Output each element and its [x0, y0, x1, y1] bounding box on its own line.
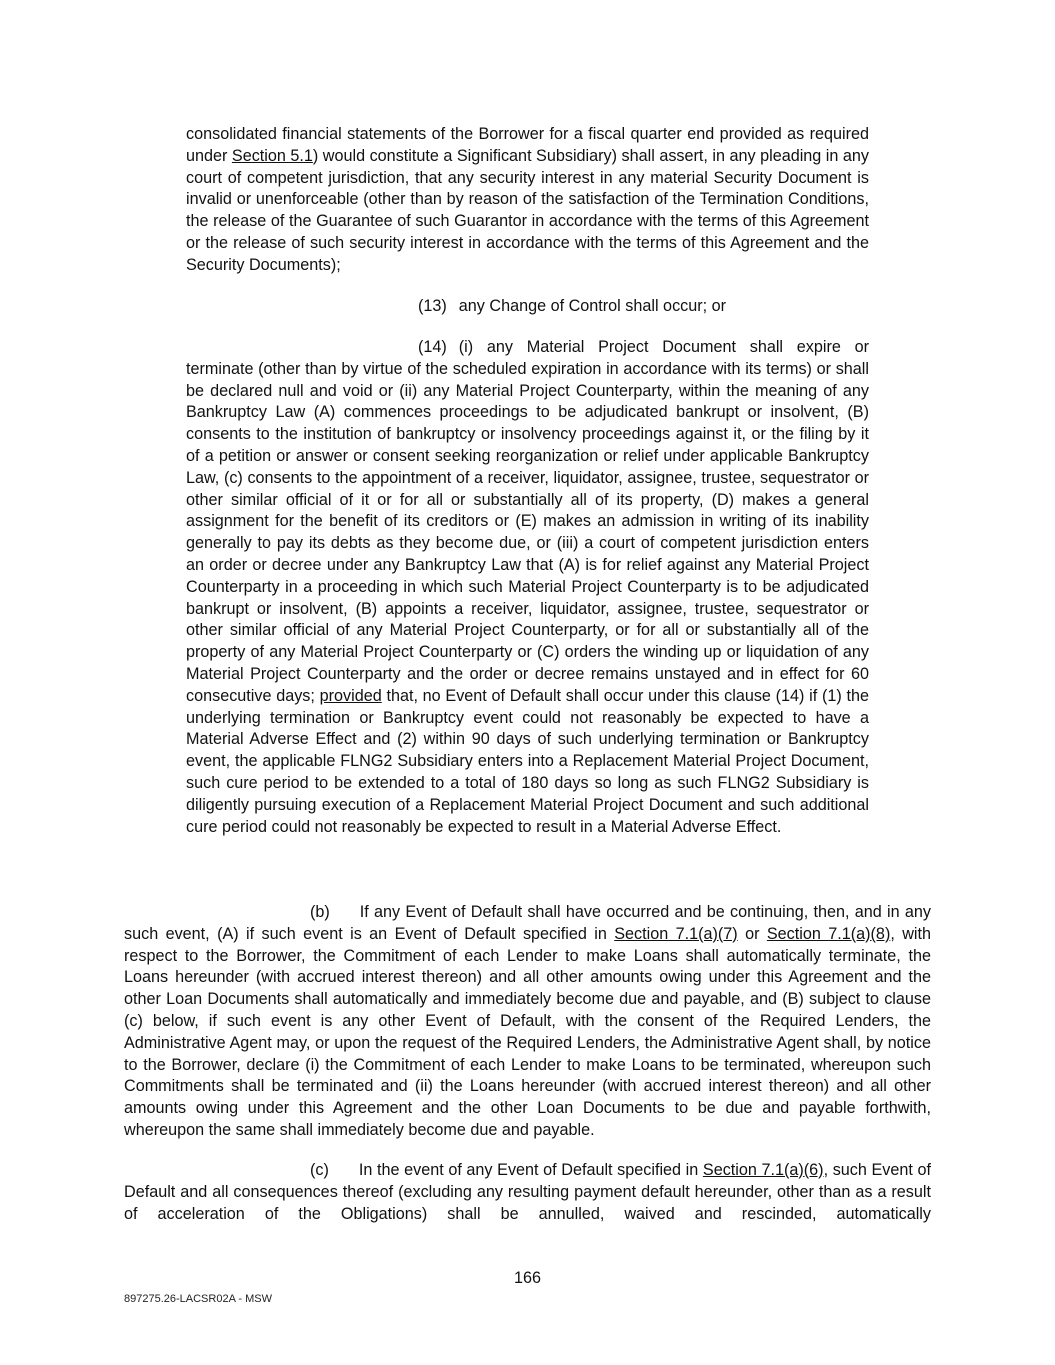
paragraph-b: (b) If any Event of Default shall have occurred and be continuing, then, and in any such event, (A) if such event is an Event of Default specified in Section 7.1(a)(7) or Section 7.1(a)(8), with respect to the Borrower, the Commitment of each Lender to make Loans shall automatically terminate, the Loans hereunder (with accrued interest thereon) and all other amounts owing under this Agreement and the other Loan Documents shall automatically and immediately become due and payable, and (B) subject to clause (c) below, if such event is any other Event of Default, with the consent of the Required Lenders, the Administrative Agent may, or upon the request of the Required Lenders, the Administrative Agent shall, by notice to the Borrower, declare (i) the Commitment of each Lender to make Loans to be terminated, whereupon such Commitments shall be terminated and (ii) the Loans hereunder (with accrued interest thereon) and all other amounts owing under this Agreement and the other Loan Documents to be due and payable forthwith, whereupon the same shall immediately become due and payable. — [124, 903, 932, 1139]
section-reference-link: Section 7.1(a)(7) — [614, 924, 738, 943]
paragraph-14: (14) (i) any Material Project Document shall expire or terminate (other than by virtue of the scheduled expiration in accordance with its terms) or shall be declared null and void or (ii) any Material Project Counterparty, within the meaning of any Bankruptcy Law (A) commences proceedings to be adjudicated bankrupt or insolvent, (B) consents to the institution of bankruptcy or insolvency proceedings against it, or the filing by it of a petition or answer or consent seeking reorganization or relief under applicable Bankruptcy Law, (c) consents to the appointment of a receiver, liquidator, assignee, trustee, sequestrator or other similar official of it or for all or substantially all of its property, (D) makes a general assignment for the benefit of its creditors or (E) makes an admission in writing of its inability generally to pay its debts as they become due, or (iii) a court of competent jurisdiction enters an order or decree under any Bankruptcy Law that (A) is for relief against any Material Project Counterparty in a proceeding in which such Material Project Counterparty is to be adjudicated bankrupt or insolvent, (B) appoints a receiver, liquidator, assignee, trustee, sequestrator or other similar official of any Material Project Counterparty, or for all or substantially all of the property of any Material Project Counterparty or (C) orders the winding up or liquidation of any Material Project Counterparty and the order or decree remains unstayed and in effect for 60 consecutive days; provided that, no Event of Default shall occur under this clause (14) if (1) the underlying termination or Bankruptcy event could not reasonably be expected to have a Material Adverse Effect and (2) within 90 days of such underlying termination or Bankruptcy event, the applicable FLNG2 Subsidiary enters into a Replacement Material Project Document, such cure period to be extended to a total of 180 days so long as such FLNG2 Subsidiary is diligently pursuing execution of a Replacement Material Project Document and such additional cure period could not reasonably be expected to result in a Material Adverse Effect. — [186, 338, 869, 836]
clause-number: (13) — [418, 297, 447, 315]
section-reference-link: Section 7.1(a)(8) — [766, 924, 891, 943]
clause-letter: (c) — [310, 1161, 329, 1179]
document-id: 897275.26-LACSR02A - MSW — [124, 1293, 272, 1305]
provided-term: provided — [319, 686, 382, 705]
section-reference-link: Section 7.1(a)(6) — [702, 1161, 824, 1179]
section-reference-link: Section 5.1 — [231, 146, 313, 165]
clause-letter: (b) — [310, 903, 330, 921]
clause-number: (14) — [418, 338, 447, 356]
paragraph-13: (13) any Change of Control shall occur; or — [418, 297, 727, 315]
paragraph-continuation: consolidated financial statements of the Borrower for a fiscal quarter end provided as required under Section 5.1) would constitute a Significant Subsidiary) shall assert, in any pleading in any court of competent jurisdiction, that any security interest in any material Security Document is invalid or unenforceable (other than by reason of the satisfaction of the Termination Conditions, the release of the Guarantee of such Guarantor in accordance with the terms of this Agreement or the release of such security interest in accordance with the terms of this Agreement and the Security Documents); — [186, 125, 869, 274]
page-number: 166 — [513, 1269, 541, 1287]
paragraph-c: (c) In the event of any Event of Default specified in Section 7.1(a)(6), such Event of Default and all consequences thereof (excluding any resulting payment default hereunder, other than as a result of acceleration of the Obligations) shall be annulled, waived and rescinded, automatically — [124, 1161, 932, 1223]
